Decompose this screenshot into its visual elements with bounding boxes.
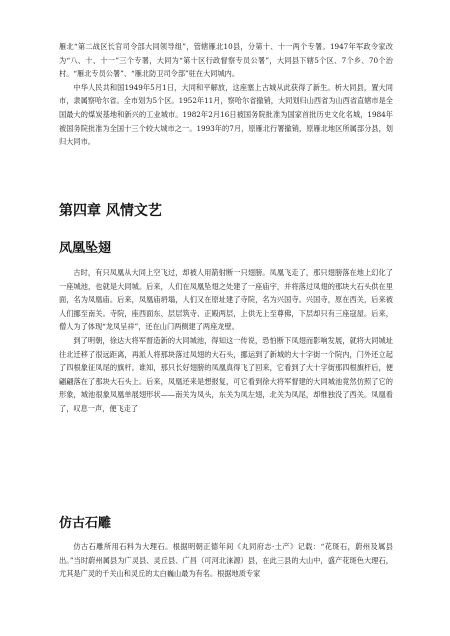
intro-paragraph-1: 雁北“第二战区长官司令部大同领导组”，管辖雁北10县，分第十、十一两个专署。1947年军政令家改为“八、十、十一”三个专署，大同为“第十区行政督察专员公署”，大同县下辖5个区、7个乡、70个治村。“雁北专员公署”、“雁北防卫司令部”驻在大同城内。 [59, 42, 393, 79]
phoenix-paragraph-2: 到了明朝，徐达大将军督造新的大同城池，得知这一传说，恐怕断下凤翅而影响发展，就将大同城址往北迁移了很远距离，再派人将那块落过凤翅的大石头，挪运到了新城的大十字街一个院内，门外还立起了四根象征凤尾的旗杆。谁知，那只长好翅膀的凤凰真得飞了回来，它看到了大十字街那四根旗杆后，便翩翩落在了那块大石头上。后来，凤凰还来是想报复，可它看到徐大将军督建的大同城池竟然仿照了它的形象，城池很象凤凰单展翅形状——南关为凤头，东关为凤左翅，北关为凤尾，却惟独没了西关。凤凰看了，叹息一声，便飞走了 [59, 335, 393, 413]
section-heading-block [59, 241, 393, 257]
section-title-phoenix: 凤凰坠翅 [59, 241, 112, 256]
section-heading-block-2 [59, 516, 393, 532]
section-title-stone-carving: 仿古石雕 [59, 516, 112, 531]
intro-block [59, 40, 393, 149]
chapter-title: 第四章 风情文艺 [59, 203, 162, 219]
stone-paragraph-1: 仿古石雕所用石料为大理石。根据明朝正德年间《丸同府志·土产》记载：“花斑石，蔚州及属县出。”当时蔚州属县为广灵县、灵丘县、广昌（可河北涞源）县，在此三县的大山中，盛产花斑色大理石，尤其是广灵的千关山和灵丘的太白巍山最为有名。根据地质专家 [59, 542, 393, 579]
section-stone-body [59, 540, 393, 581]
section-phoenix-body [59, 266, 393, 416]
intro-paragraph-2: 中华人民共和国1949年5月1日，大同和平解放，这座塞上古城从此获得了新生。析大同县，置大同市，隶属察哈尔省。全市划为5个区。1952年11月，察哈尔省撤销，大同划归山西省为山西省直辖市是全国最大的煤炭基地和新兴的工业城市。1982年2月16日被国务院批准为国家首批历史文化名城，1984年被国务院批准为全国十三个较大城市之一。1993年的7月，原雁北行署撤销，原雁北地区所属部分县，划归大同市。 [59, 82, 393, 147]
phoenix-paragraph-1: 古时，有只凤凰从大同上空飞过，却被人用箭射断一只翅膀。凤凰飞走了，那只翅膀落在地上幻化了一座城池，也就是大同城。后来，人们在凤凰坠翅之处建了一座庙宇，并将落过凤翅的那块大石头供在里面，名为凤凰庙。后来，凤凰庙坍塌，人们又在原址建了寺院，名为兴国寺。兴国寺，原在西关，后来被人们挪至南关。寺院，座西面东、层层筑寺、正殿两层，上供无上至尊佛，下层却只有三座寇屋。后来，僧人为了体现“龙凤呈祥”，还在山门两侧建了两座龙壁。 [59, 268, 393, 332]
chapter-heading-block [59, 202, 393, 220]
